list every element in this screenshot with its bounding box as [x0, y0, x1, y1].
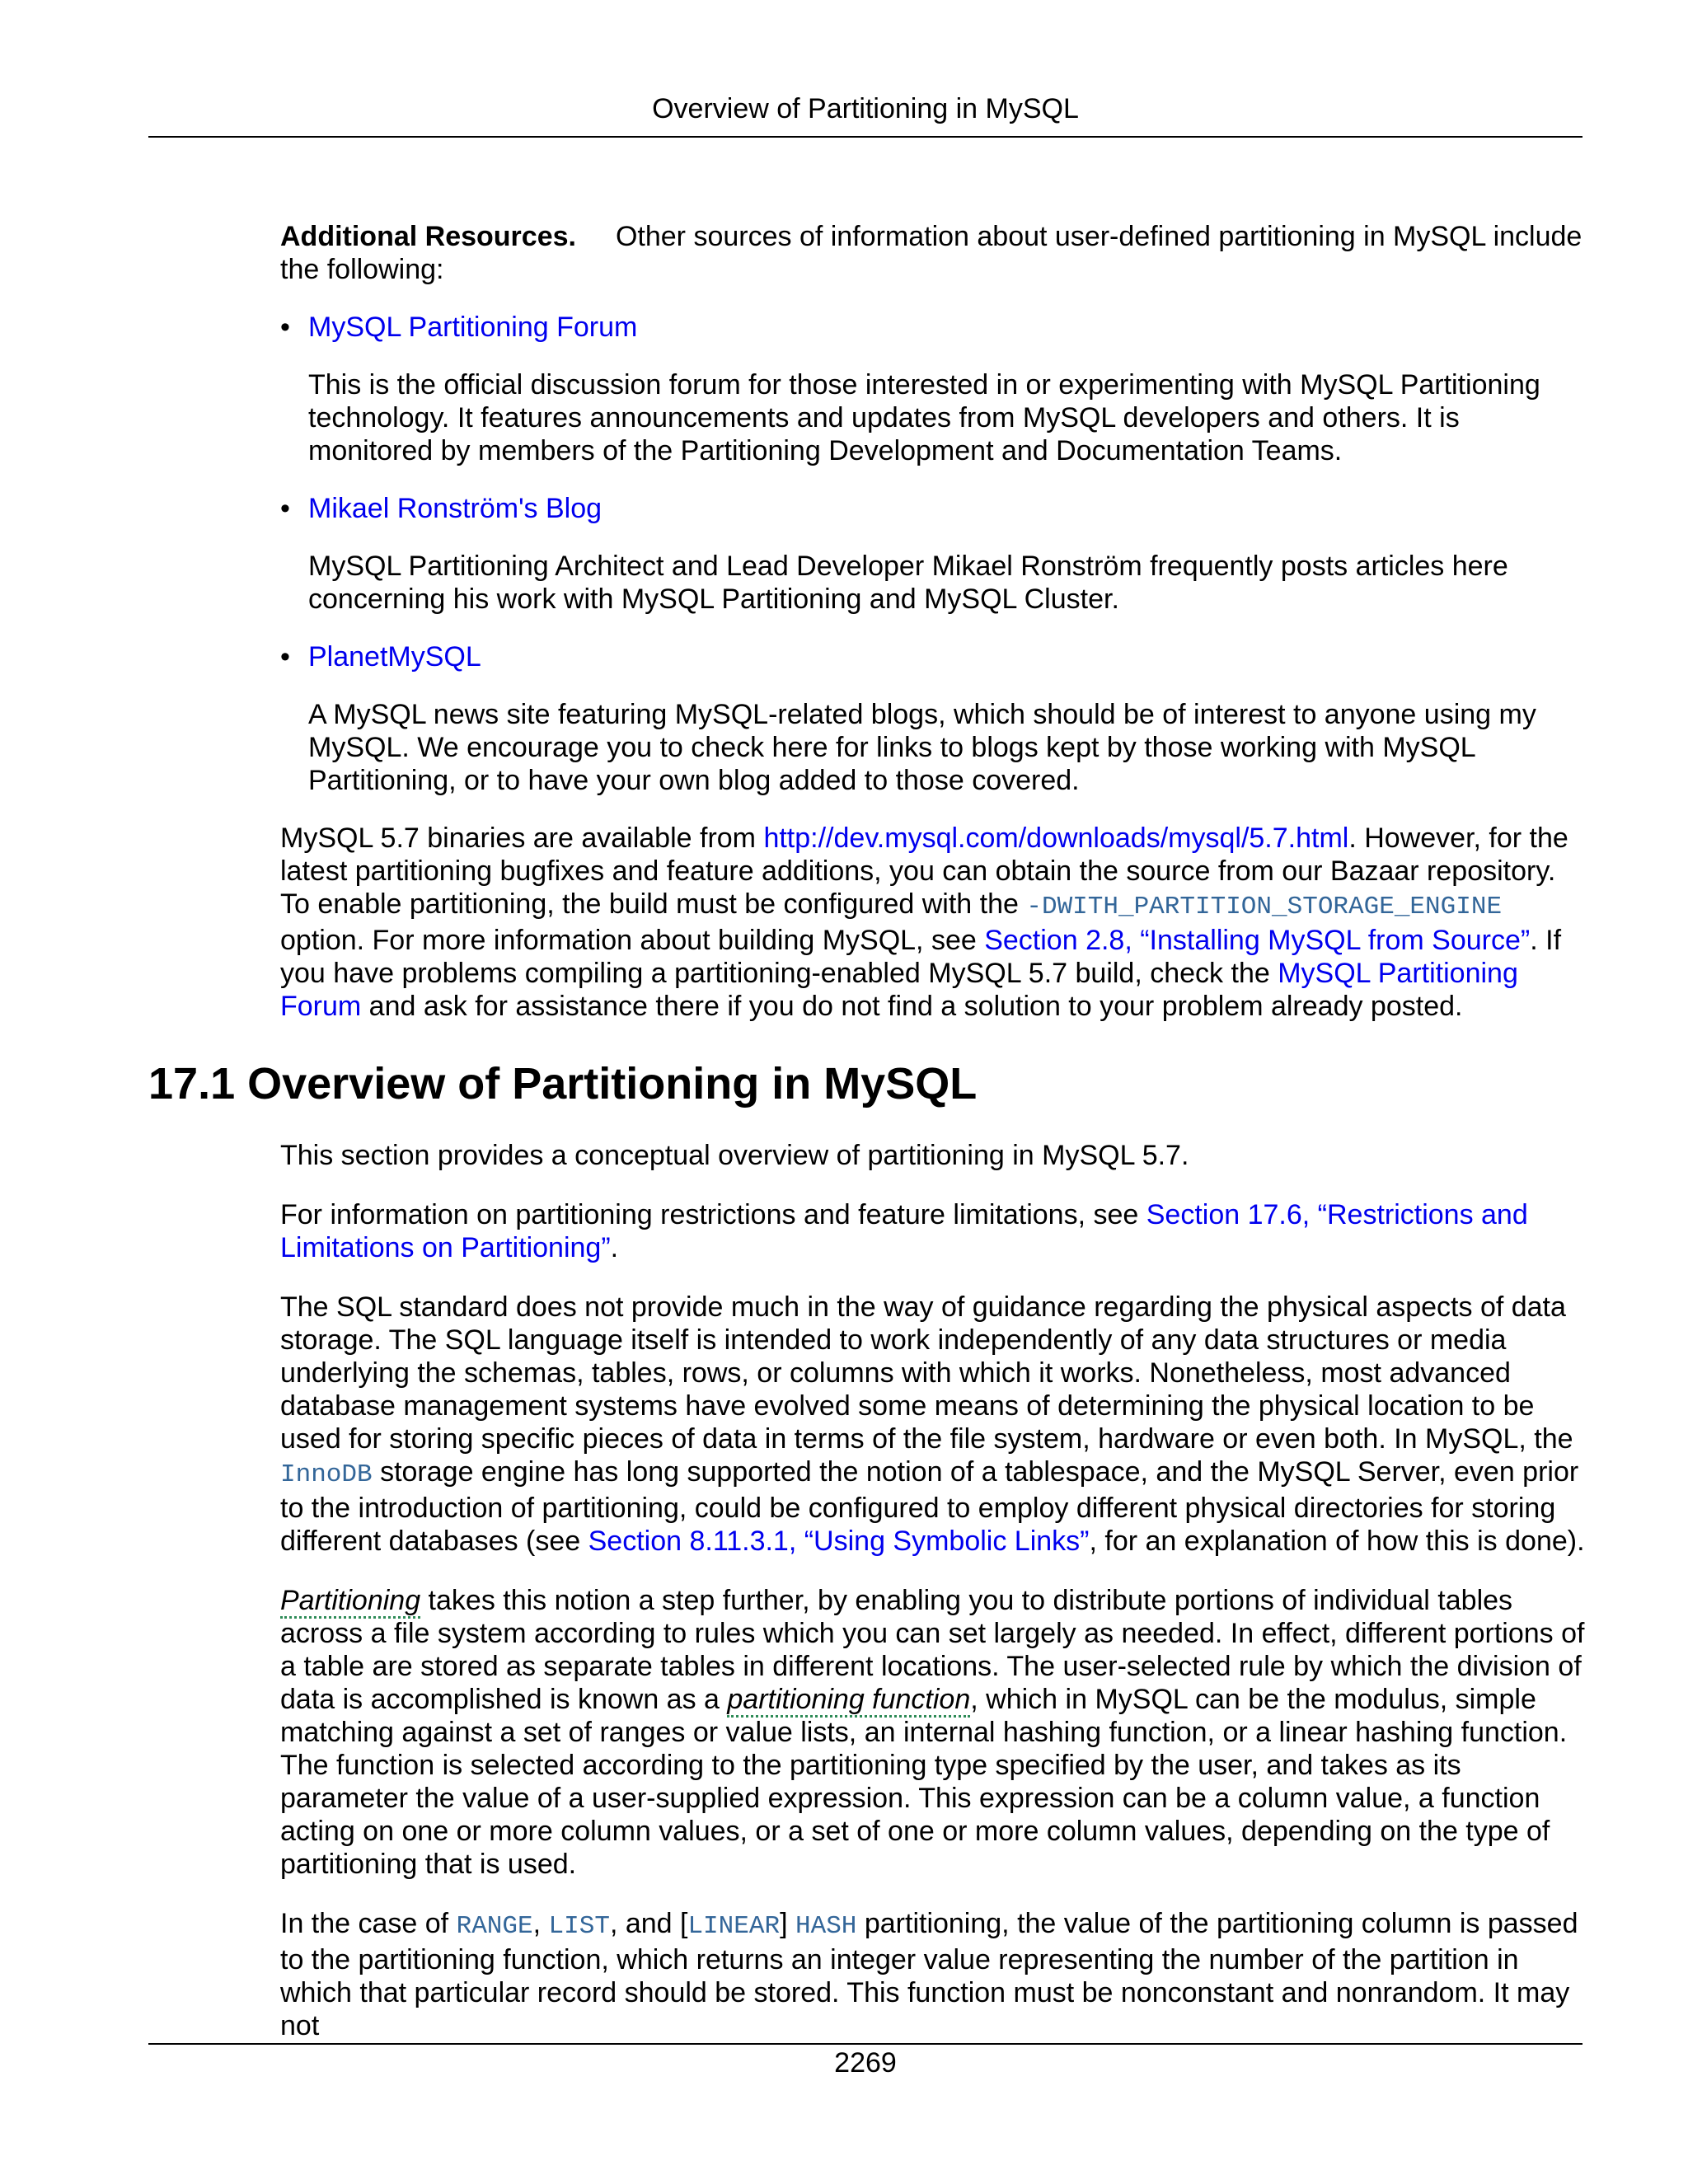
additional-resources-section [280, 220, 1586, 1049]
page-number: 2269 [834, 2047, 897, 2079]
symbolic-links-link[interactable]: Section 8.11.3.1, “Using Symbolic Links” [588, 1526, 1090, 1557]
bullet: • [280, 641, 290, 673]
resource-link-ronstrom-blog[interactable]: Mikael Ronström's Blog [308, 493, 603, 524]
intro-paragraph [280, 220, 1586, 286]
intro-text: Other sources of information about user-defined partitioning in MySQL include the following: [280, 221, 1582, 285]
section-body [280, 1139, 1586, 2069]
section-paragraph: For information on partitioning restrictions and feature limitations, see Section 17.6, “Restrictions and Limitations on Partitioning”. [280, 1199, 1528, 1263]
binaries-paragraph: MySQL 5.7 binaries are available from http://dev.mysql.com/downloads/mysql/5.7.html. However, for the latest partitioning bugfixes and feature additions, you can obtain the source from our Bazaar repository. To enable partitioning, the build must be configured with the -DWITH_PARTITION_STORAGE_ENGINE option. For more information about building MySQL, see Section 2.8, “Installing MySQL from Source”. If you have problems compiling a partitioning-enabled MySQL 5.7 build, check the MySQL Partitioning Forum and ask for assistance there if you do not find a solution to your problem already posted. [280, 823, 1568, 1022]
section-paragraph: Partitioning takes this notion a step further, by enabling you to distribute portions of individual tables across a file system according to rules which you can set largely as needed. In effect, different portions of a table are stored as separate tables in different locations. The user-selected rule by which the division of data is accomplished is known as a partitioning function, which in MySQL can be the modulus, simple matching against a set of ranges or value lists, an internal hashing function, or a linear hashing function. The function is selected according to the partitioning type specified by the user, and takes as its parameter the value of a user-supplied expression. This expression can be a column value, a function acting on one or more column values, or a set of one or more column values, depending on the type of partitioning that is used. [280, 1585, 1585, 1880]
partitioning-forum-link[interactable]: MySQL Partitioning Forum [280, 958, 1518, 1022]
list-item [280, 311, 1586, 467]
build-option-code: -DWITH_PARTITION_STORAGE_ENGINE [1026, 893, 1503, 921]
resource-link-partitioning-forum[interactable]: MySQL Partitioning Forum [308, 312, 638, 343]
section-heading: 17.1 Overview of Partitioning in MySQL [148, 1059, 978, 1108]
bullet: • [280, 493, 290, 524]
innodb-code[interactable]: InnoDB [280, 1460, 373, 1489]
range-code[interactable]: RANGE [456, 1912, 533, 1941]
list-item [280, 640, 1586, 797]
resource-description: MySQL Partitioning Architect and Lead Developer Mikael Ronström frequently posts articles here concerning his work with MySQL Partitioning and MySQL Cluster. [308, 551, 1508, 615]
resource-list [280, 311, 1586, 797]
section-paragraph: In the case of RANGE, LIST, and [LINEAR] HASH partitioning, the value of the partitioning column is passed to the partitioning function, which returns an integer value representing the number of the partition in which that particular record should be stored. This function must be nonconstant and nonrandom. It may not [280, 1908, 1578, 2041]
linear-code[interactable]: LINEAR [687, 1912, 781, 1941]
glossary-term-partitioning-function[interactable]: partitioning function [727, 1684, 970, 1718]
resource-link-planetmysql[interactable]: PlanetMySQL [308, 641, 481, 673]
resource-description: This is the official discussion forum for those interested in or experimenting with MySQL Partitioning technology. It features announcements and updates from MySQL developers and others. It is monitored by members of the Partitioning Development and Documentation Teams. [308, 369, 1540, 466]
intro-label: Additional Resources. [280, 221, 576, 252]
list-code[interactable]: LIST [548, 1912, 610, 1941]
running-header: Overview of Partitioning in MySQL [652, 93, 1079, 124]
section-paragraph: The SQL standard does not provide much in the way of guidance regarding the physical aspects of data storage. The SQL language itself is intended to work independently of any data structures or media underlying the schemas, tables, rows, or columns with which it works. Nonetheless, most advanced database management systems have evolved some means of determining the physical location to be used for storing specific pieces of data in terms of the file system, hardware or even both. In MySQL, the InnoDB storage engine has long supported the notion of a tablespace, and the MySQL Server, even prior to the introduction of partitioning, could be configured to employ different physical directories for storing different databases (see Section 8.11.3.1, “Using Symbolic Links”, for an explanation of how this is done). [280, 1291, 1585, 1557]
header-rule [148, 136, 1582, 138]
footer-rule [148, 2043, 1582, 2045]
list-item [280, 492, 1586, 616]
installing-from-source-link[interactable]: Section 2.8, “Installing MySQL from Source” [984, 925, 1531, 956]
glossary-term-partitioning[interactable]: Partitioning [280, 1585, 420, 1619]
download-link[interactable]: http://dev.mysql.com/downloads/mysql/5.7.html [763, 823, 1349, 854]
hash-code[interactable]: HASH [795, 1912, 857, 1941]
restrictions-section-link[interactable]: Section 17.6, “Restrictions and Limitations on Partitioning” [280, 1199, 1528, 1263]
section-paragraph: This section provides a conceptual overview of partitioning in MySQL 5.7. [280, 1140, 1189, 1171]
resource-description: A MySQL news site featuring MySQL-related blogs, which should be of interest to anyone using my MySQL. We encourage you to check here for links to blogs kept by those working with MySQL Partitioning, or to have your own blog added to those covered. [308, 699, 1536, 796]
bullet: • [280, 312, 290, 343]
